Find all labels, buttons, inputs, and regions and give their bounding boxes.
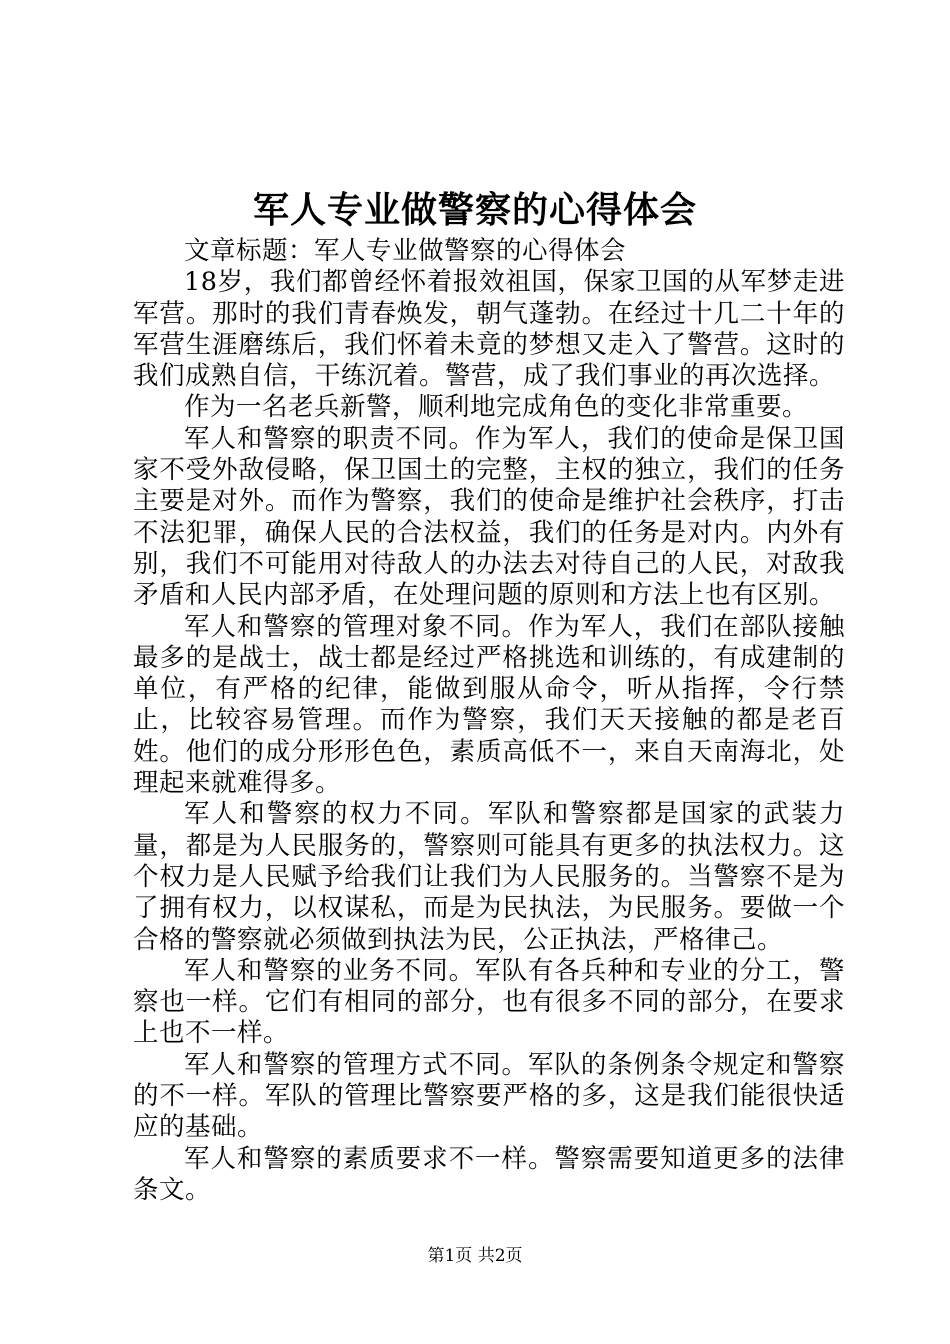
paragraph: 军人和警察的业务不同。军队有各兵种和专业的分工，警察也一样。它们有相同的部分，也有很多不同的部分，在要求上也不一样。 xyxy=(133,955,845,1049)
paragraph: 18岁，我们都曾经怀着报效祖国，保家卫国的从军梦走进军营。那时的我们青春焕发，朝气蓬勃。在经过十几二十年的军营生涯磨练后，我们怀着未竟的梦想又走入了警营。这时的我们成熟自信，干练沉着。警营，成了我们事业的再次选择。 xyxy=(133,267,845,392)
paragraph: 军人和警察的职责不同。作为军人，我们的使命是保卫国家不受外敌侵略，保卫国土的完整，主权的独立，我们的任务主要是对外。而作为警察，我们的使命是维护社会秩序，打击不法犯罪，确保人民的合法权益，我们的任务是对内。内外有别，我们不可能用对待敌人的办法去对待自己的人民，对敌我矛盾和人民内部矛盾，在处理问题的原则和方法上也有区别。 xyxy=(133,423,845,611)
paragraph: 军人和警察的素质要求不一样。警察需要知道更多的法律条文。 xyxy=(133,1143,845,1205)
paragraph: 军人和警察的管理对象不同。作为军人，我们在部队接触最多的是战士，战士都是经过严格挑选和训练的，有成建制的单位，有严格的纪律，能做到服从命令，听从指挥，令行禁止，比较容易管理。而作为警察，我们天天接触的都是老百姓。他们的成分形形色色，素质高低不一，来自天南海北，处理起来就难得多。 xyxy=(133,611,845,799)
document-title: 军人专业做警察的心得体会 xyxy=(252,189,697,231)
document-body xyxy=(133,236,845,1206)
paragraph: 作为一名老兵新警，顺利地完成角色的变化非常重要。 xyxy=(184,392,809,423)
paragraph: 军人和警察的管理方式不同。军队的条例条令规定和警察的不一样。军队的管理比警察要严格的多，这是我们能很快适应的基础。 xyxy=(133,1049,845,1143)
page-number-footer: 第1页 共2页 xyxy=(427,1246,523,1266)
paragraph: 军人和警察的权力不同。军队和警察都是国家的武装力量，都是为人民服务的，警察则可能具有更多的执法权力。这个权力是人民赋予给我们让我们为人民服务的。当警察不是为了拥有权力，以权谋私，而是为民执法，为民服务。要做一个合格的警察就必须做到执法为民，公正执法，严格律己。 xyxy=(133,799,845,955)
paragraph-article-title: 文章标题：军人专业做警察的心得体会 xyxy=(184,236,627,266)
